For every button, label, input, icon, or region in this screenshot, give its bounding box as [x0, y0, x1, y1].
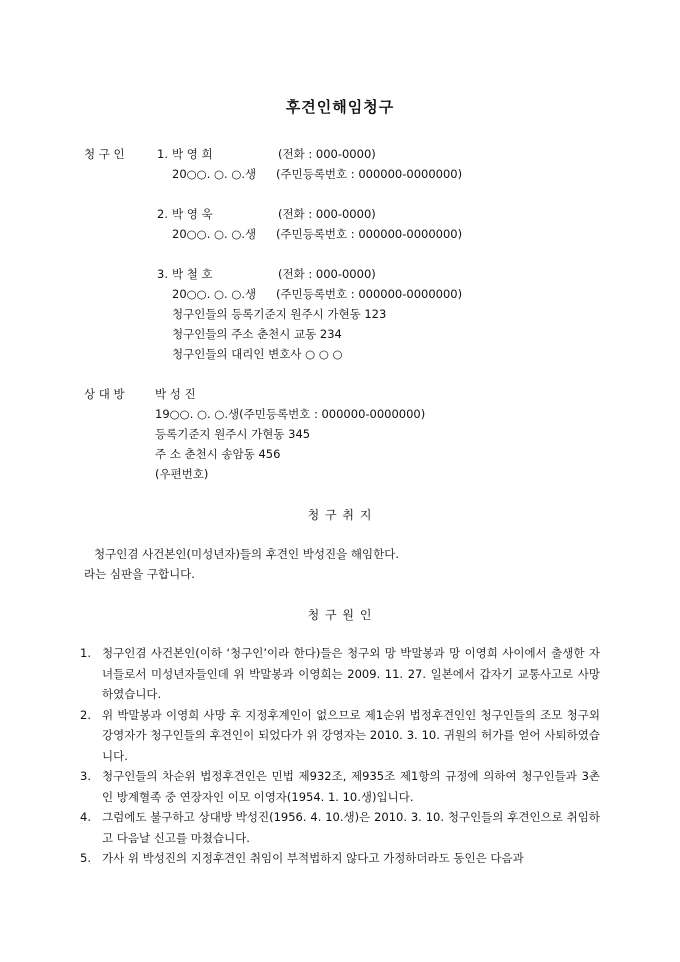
claimant-address: 청구인들의 주소 춘천시 교동 234 — [172, 327, 342, 341]
purpose-tail: 라는 심판을 구합니다. — [84, 567, 195, 581]
claimant-birth: 20○○. ○. ○.생 — [172, 287, 257, 301]
purpose-text: 청구인겸 사건본인(미성년자)들의 후견인 박성진을 해임한다. — [94, 547, 399, 561]
cause-text: 가사 위 박성진의 지정후견인 취임이 부적법하지 않다고 가정하더라도 동인은 다음과 — [102, 851, 524, 865]
cause-item — [80, 643, 600, 705]
cause-item — [80, 766, 600, 807]
respondent-name: 박 성 진 — [155, 387, 196, 401]
respondent-birth-rrn: 19○○. ○. ○.생(주민등록번호 : 000000-0000000) — [155, 407, 426, 421]
claimant-rrn: (주민등록번호 : 000000-0000000) — [276, 287, 463, 301]
respondent-postal: (우편번호) — [155, 467, 209, 481]
claimant-name: 박 영 희 — [172, 147, 213, 161]
claimant-birth: 20○○. ○. ○.생 — [172, 167, 257, 181]
cause-number: 3. — [80, 769, 91, 783]
document-title: 후견인해임청구 — [285, 98, 395, 116]
claimant-phone: (전화 : 000-0000) — [278, 267, 376, 281]
cause-text: 청구인겸 사건본인(이하 ‘청구인’이라 한다)들은 청구외 망 박말봉과 망 이영희 사이에서 출생한 자녀들로서 미성년자들인데 위 박말봉과 이영희는 2009. 11. 27. 일본에서 갑자기 교통사고로 사망하였습니다. — [102, 646, 600, 701]
claimant-name: 박 철 호 — [172, 267, 213, 281]
claimant-rrn: (주민등록번호 : 000000-0000000) — [276, 167, 463, 181]
cause-number: 4. — [80, 810, 91, 824]
cause-item — [80, 848, 600, 869]
claimant-number: 1. — [157, 147, 168, 161]
cause-heading: 청 구 원 인 — [307, 608, 373, 622]
claimant-attorney: 청구인들의 대리인 변호사 ○ ○ ○ — [172, 347, 343, 361]
claimant-rrn: (주민등록번호 : 000000-0000000) — [276, 227, 463, 241]
cause-text: 그럼에도 불구하고 상대방 박성진(1956. 4. 10.생)은 2010. 3. 10. 청구인들의 후견인으로 취임하고 다음날 신고를 마쳤습니다. — [102, 810, 600, 845]
cause-list — [80, 643, 600, 869]
cause-number: 2. — [80, 707, 91, 722]
claimant-number: 3. — [157, 267, 168, 281]
claimant-registry: 청구인들의 등록기준지 원주시 가현동 123 — [172, 307, 387, 321]
claimant-name: 박 영 욱 — [172, 207, 213, 221]
respondent-registry: 등록기준지 원주시 가현동 345 — [155, 427, 311, 441]
purpose-heading: 청 구 취 지 — [307, 508, 373, 522]
respondent-address: 주 소 춘천시 송암동 456 — [155, 447, 281, 461]
claimant-phone: (전화 : 000-0000) — [278, 207, 376, 221]
cause-number: 5. — [80, 851, 91, 865]
claimant-phone: (전화 : 000-0000) — [278, 147, 376, 161]
cause-item — [80, 807, 600, 848]
respondent-label: 상 대 방 — [84, 387, 125, 401]
cause-text: 청구인들의 차순위 법정후견인은 민법 제932조, 제935조 제1항의 규정에 의하여 청구인들과 3촌인 방계혈족 중 연장자인 이모 이영자(1954. 1. 10.생)입니다. — [102, 769, 600, 804]
claimant-number: 2. — [157, 207, 168, 221]
cause-text: 위 박말봉과 이영희 사망 후 지정후계인이 없으므로 제1순위 법정후견인인 청구인들의 조모 청구외 강영자가 청구인들의 후견인이 되었다가 위 강영자는 2010. 3. 10. 귀원의 허가를 얻어 사퇴하였습니다. — [102, 707, 600, 763]
cause-item — [80, 705, 600, 767]
claimant-label: 청 구 인 — [84, 147, 125, 161]
cause-number: 1. — [80, 646, 91, 660]
claimant-birth: 20○○. ○. ○.생 — [172, 227, 257, 241]
